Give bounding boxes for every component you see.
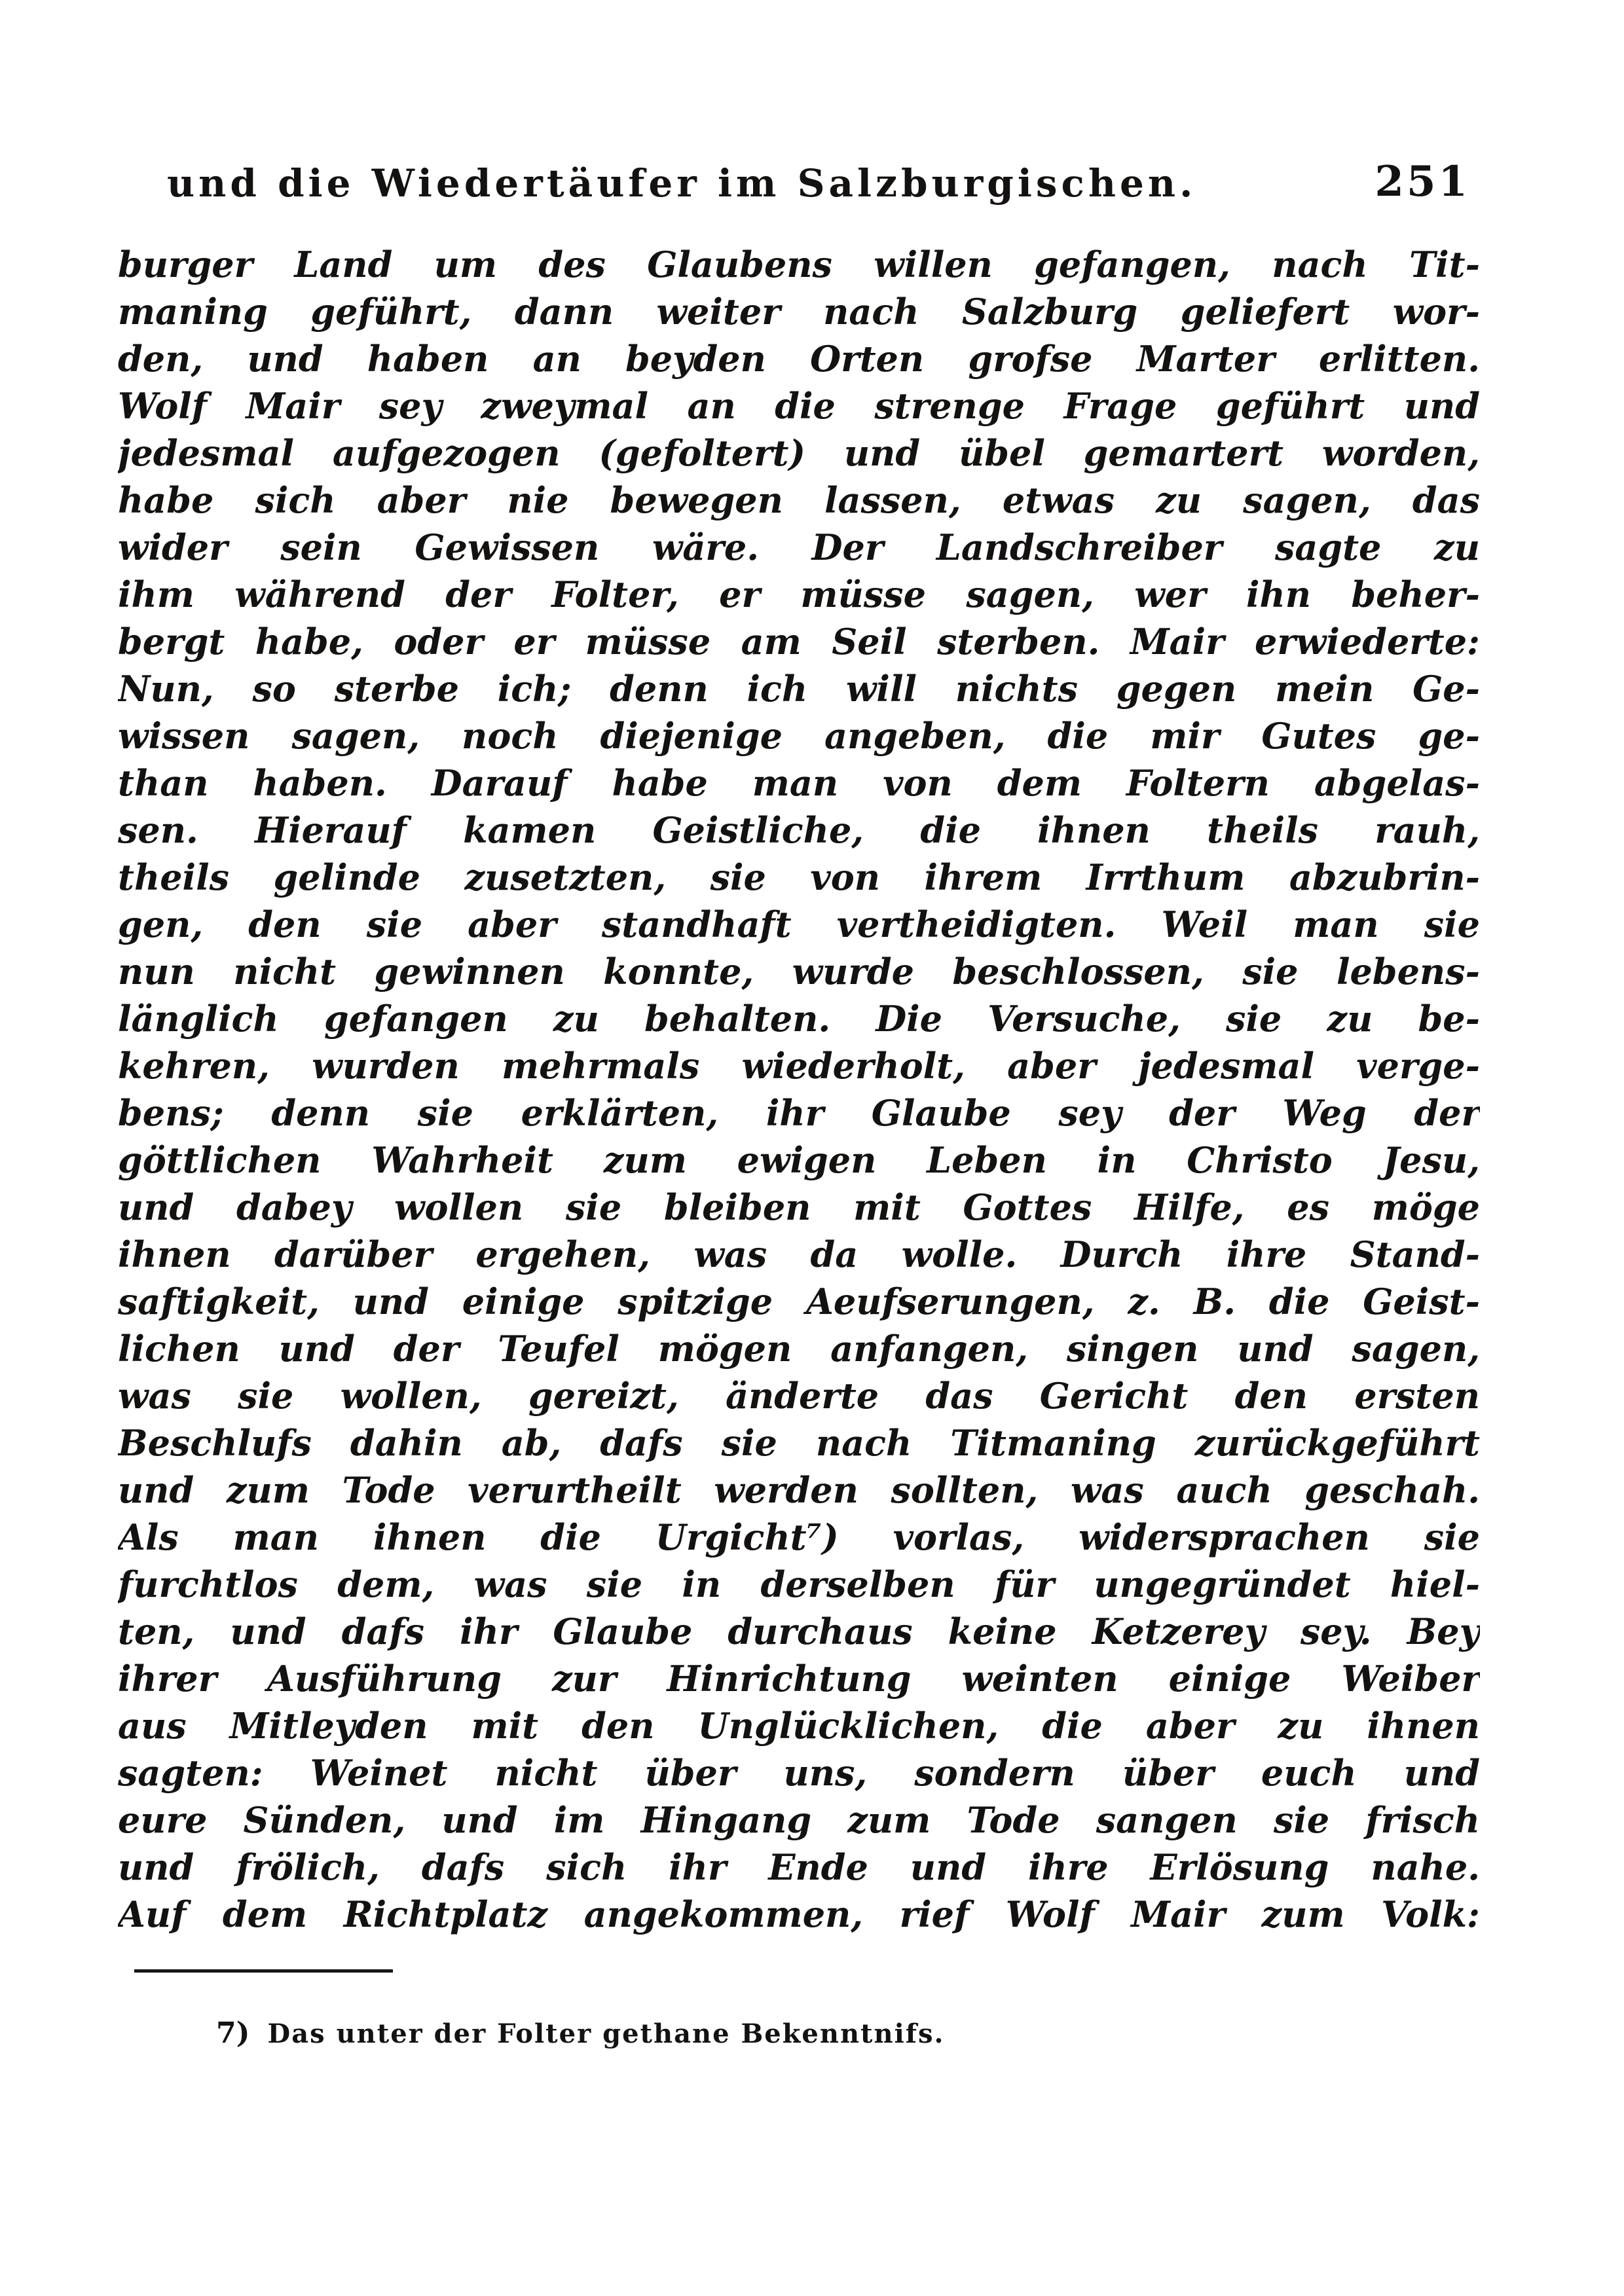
footnote-marker: 7)	[216, 2016, 250, 2050]
text-line: ten, und dafs ihr Glaube durchaus keine Ketzerey sey. Bey	[118, 1611, 1480, 1652]
text-line: bens; denn sie erklärten, ihr Glaube sey der Weg der	[118, 1092, 1480, 1134]
text-line: nun nicht gewinnen konnte, wurde beschlossen, sie lebens-	[118, 951, 1480, 993]
footnote-text: Das unter der Folter gethane Bekenntnifs.	[267, 2018, 945, 2049]
text-line: und frölich, dafs sich ihr Ende und ihre Erlösung nahe.	[118, 1846, 1480, 1888]
text-line: Beschlufs dahin ab, dafs sie nach Titmaning zurückgeführt	[118, 1422, 1480, 1464]
text-line: sen. Hierauf kamen Geistliche, die ihnen theils rauh,	[118, 809, 1480, 851]
text-line: wissen sagen, noch diejenige angeben, die mir Gutes ge-	[118, 715, 1480, 757]
text-line: Als man ihnen die Urgicht⁷) vorlas, widersprachen sie	[118, 1516, 1480, 1558]
text-line: than haben. Darauf habe man von dem Foltern abgelas-	[118, 762, 1480, 804]
text-line: Auf dem Richtplatz angekommen, rief Wolf Mair zum Volk:	[118, 1893, 1480, 1935]
text-line: eure Sünden, und im Hingang zum Tode sangen sie frisch	[118, 1799, 1480, 1841]
text-line: göttlichen Wahrheit zum ewigen Leben in Christo Jesu,	[118, 1139, 1480, 1181]
text-line: Nun, so sterbe ich; denn ich will nichts gegen mein Ge-	[118, 668, 1480, 710]
text-line: habe sich aber nie bewegen lassen, etwas zu sagen, das	[118, 479, 1480, 521]
text-line: ihm während der Folter, er müsse sagen, wer ihn beher-	[118, 574, 1480, 615]
text-line: ihnen darüber ergehen, was da wolle. Durch ihre Stand-	[118, 1233, 1480, 1275]
body-text	[118, 241, 1480, 1938]
page-header	[167, 149, 1470, 221]
text-line: den, und haben an beyden Orten grofse Marter erlitten.	[118, 338, 1480, 380]
text-line: länglich gefangen zu behalten. Die Versuche, sie zu be-	[118, 998, 1480, 1040]
text-line: lichen und der Teufel mögen anfangen, singen und sagen,	[118, 1328, 1480, 1370]
text-line: theils gelinde zusetzten, sie von ihrem Irrthum abzubrin-	[118, 856, 1480, 898]
text-line: und dabey wollen sie bleiben mit Gottes Hilfe, es möge	[118, 1186, 1480, 1228]
text-line: saftigkeit, und einige spitzige Aeufserungen, z. B. die Geist-	[118, 1281, 1480, 1322]
text-line: aus Mitleyden mit den Unglücklichen, die aber zu ihnen	[118, 1705, 1480, 1747]
text-line: was sie wollen, gereizt, änderte das Gericht den ersten	[118, 1375, 1480, 1417]
text-line: furchtlos dem, was sie in derselben für ungegründet hiel-	[118, 1563, 1480, 1605]
page-number: 251	[1375, 157, 1470, 206]
footnote-divider	[134, 1969, 393, 1973]
text-line: maning geführt, dann weiter nach Salzburg geliefert wor-	[118, 291, 1480, 333]
text-line: burger Land um des Glaubens willen gefangen, nach Tit-	[118, 244, 1480, 285]
running-head: und die Wiedertäufer im Salzburgischen.	[167, 161, 1197, 206]
text-line: bergt habe, oder er müsse am Seil sterben. Mair erwiederte:	[118, 621, 1480, 663]
text-line: sagten: Weinet nicht über uns, sondern über euch und	[118, 1752, 1480, 1794]
text-line: und zum Tode verurtheilt werden sollten, was auch geschah.	[118, 1469, 1480, 1511]
text-line: Wolf Mair sey zweymal an die strenge Frage geführt und	[118, 385, 1480, 427]
text-line: ihrer Ausführung zur Hinrichtung weinten einige Weiber	[118, 1658, 1480, 1700]
text-line: gen, den sie aber standhaft vertheidigten. Weil man sie	[118, 903, 1480, 945]
text-line: wider sein Gewissen wäre. Der Landschreiber sagte zu	[118, 526, 1480, 568]
footnote	[216, 2016, 944, 2050]
text-line: jedesmal aufgezogen (gefoltert) und übel gemartert worden,	[118, 432, 1480, 474]
text-line: kehren, wurden mehrmals wiederholt, aber jedesmal verge-	[118, 1045, 1480, 1087]
